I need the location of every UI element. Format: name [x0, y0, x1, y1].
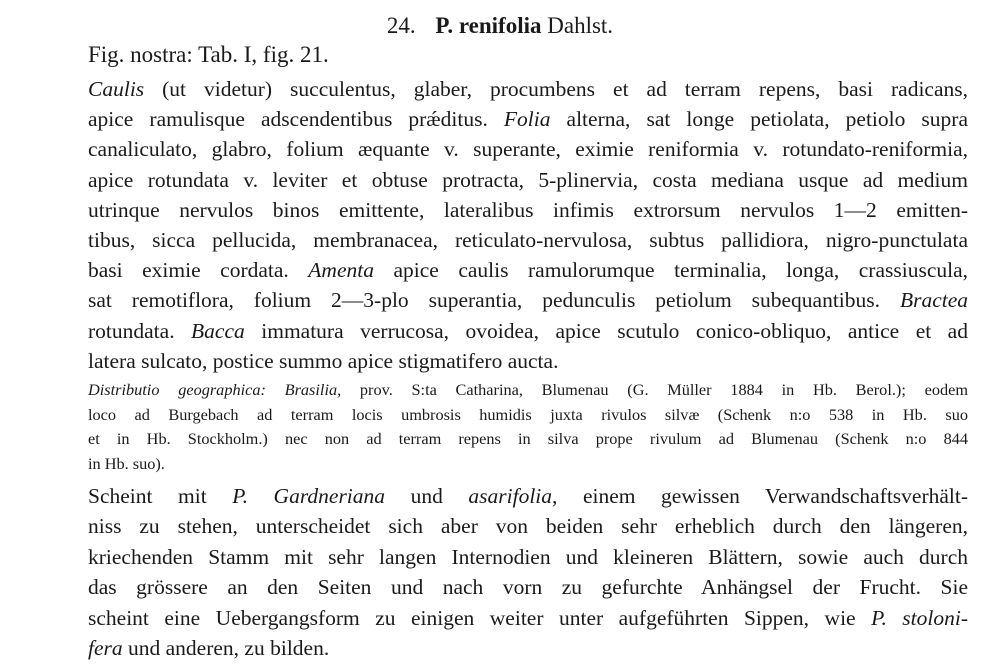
text-run: loco ad Burgebach ad terram locis umbrosis humidis juxta rivulos silvæ (Schenk n:o 538 in Hb. suo — [88, 404, 968, 424]
italic-term: Bractea — [899, 288, 968, 313]
text-run: scheint eine Uebergangsform zu einigen weiter unter aufgeführten Sippen, wie — [88, 605, 872, 630]
text-run: et in Hb. Stockholm.) nec non ad terram repens in silva prope rivulum ad Blumenau (Schenk n:o 844 — [88, 429, 968, 448]
remark-line — [88, 603, 968, 633]
text-run: apice ramulisque adscendentibus prǽditus. — [88, 107, 504, 132]
species-epithet: renifolia — [458, 13, 542, 38]
description-paragraph — [88, 74, 968, 376]
italic-term: fera — [88, 636, 123, 661]
italic-term: P. Gardneriana — [232, 484, 386, 508]
description-line — [88, 104, 968, 134]
text-run: alterna, sat longe petiolata, petiolo supra — [550, 107, 968, 132]
distribution-paragraph — [88, 378, 968, 476]
species-author: Dahlst. — [547, 13, 614, 38]
distribution-line — [88, 403, 968, 428]
remark-line — [88, 542, 968, 572]
text-run: das grössere an den Seiten und nach vorn zu gefurchte Anhängsel der Frucht. Sie — [88, 575, 968, 600]
text-run: rotundata. — [88, 318, 192, 343]
italic-term: Folia — [503, 107, 551, 132]
italic-term: Amenta — [308, 258, 374, 283]
text-run: apice caulis ramulorumque terminalia, longa, crassiuscula, — [373, 258, 969, 283]
remark-paragraph — [88, 481, 968, 663]
text-run: und anderen, zu bilden. — [122, 636, 330, 661]
text-run: (ut videtur) succulentus, glaber, procumbens et ad terram repens, basi radicans, — [144, 77, 968, 101]
italic-term: Distributio geographica: Brasilia, — [88, 380, 342, 399]
species-heading — [0, 10, 1000, 42]
italic-term: asarifolia — [468, 484, 553, 508]
description-line — [88, 316, 968, 346]
text-run: basi eximie cordata. — [88, 258, 309, 283]
text-run: latera sulcato, postice summo apice stigmatifero aucta. — [88, 348, 559, 373]
italic-term: Bacca — [191, 318, 245, 343]
italic-term: Caulis — [88, 77, 145, 101]
description-line — [88, 285, 968, 315]
species-number: 24. — [386, 13, 416, 38]
text-run: prov. S:ta Catharina, Blumenau (G. Müller 1884 in Hb. Berol.); eodem — [341, 380, 968, 399]
distribution-line — [88, 427, 968, 452]
description-line — [88, 134, 968, 164]
remark-line — [88, 481, 968, 511]
text-run: canaliculato, glabro, folium æquante v. superante, eximie reniformia v. rotundato-reniformia, — [88, 137, 968, 162]
description-line — [88, 165, 968, 195]
description-line — [88, 255, 968, 285]
text-run: , einem gewissen Verwandschaftsverhält- — [552, 484, 969, 508]
distribution-line — [88, 378, 968, 403]
remark-line — [88, 572, 968, 602]
description-line — [88, 195, 968, 225]
text-run: und — [385, 484, 469, 508]
species-genus: P. — [435, 13, 454, 38]
text-run: in Hb. suo). — [88, 453, 165, 473]
text-run: kriechenden Stamm mit sehr langen Internodien und kleineren Blättern, sowie auch durch — [88, 544, 968, 569]
text-run: apice rotundata v. leviter et obtuse protracta, 5-plinervia, costa mediana usque ad medium — [88, 167, 968, 192]
italic-term: P. stoloni- — [871, 605, 968, 630]
remark-line — [88, 511, 968, 541]
text-run: tibus, sicca pellucida, membranacea, reticulato-nervulosa, subtus pallidiora, nigro-punctulata — [88, 228, 968, 253]
distribution-line — [88, 452, 968, 477]
text-run: immatura verrucosa, ovoidea, apice scutulo conico-obliquo, antice et ad — [244, 318, 968, 343]
description-line — [88, 225, 968, 255]
description-line — [88, 74, 968, 104]
text-run: utrinque nervulos binos emittente, lateralibus infimis extrorsum nervulos 1—2 emitten- — [88, 197, 968, 222]
text-run: sat remotiflora, folium 2—3-plo superantia, pedunculis petiolum subequantibus. — [88, 288, 900, 313]
text-run: Scheint mit — [88, 484, 233, 508]
description-line — [88, 346, 968, 376]
remark-line — [88, 633, 968, 663]
text-run: niss zu stehen, unterscheidet sich aber von beiden sehr erheblich durch den längeren, — [88, 514, 968, 539]
figure-reference: Fig. nostra: Tab. I, fig. 21. — [88, 42, 329, 67]
